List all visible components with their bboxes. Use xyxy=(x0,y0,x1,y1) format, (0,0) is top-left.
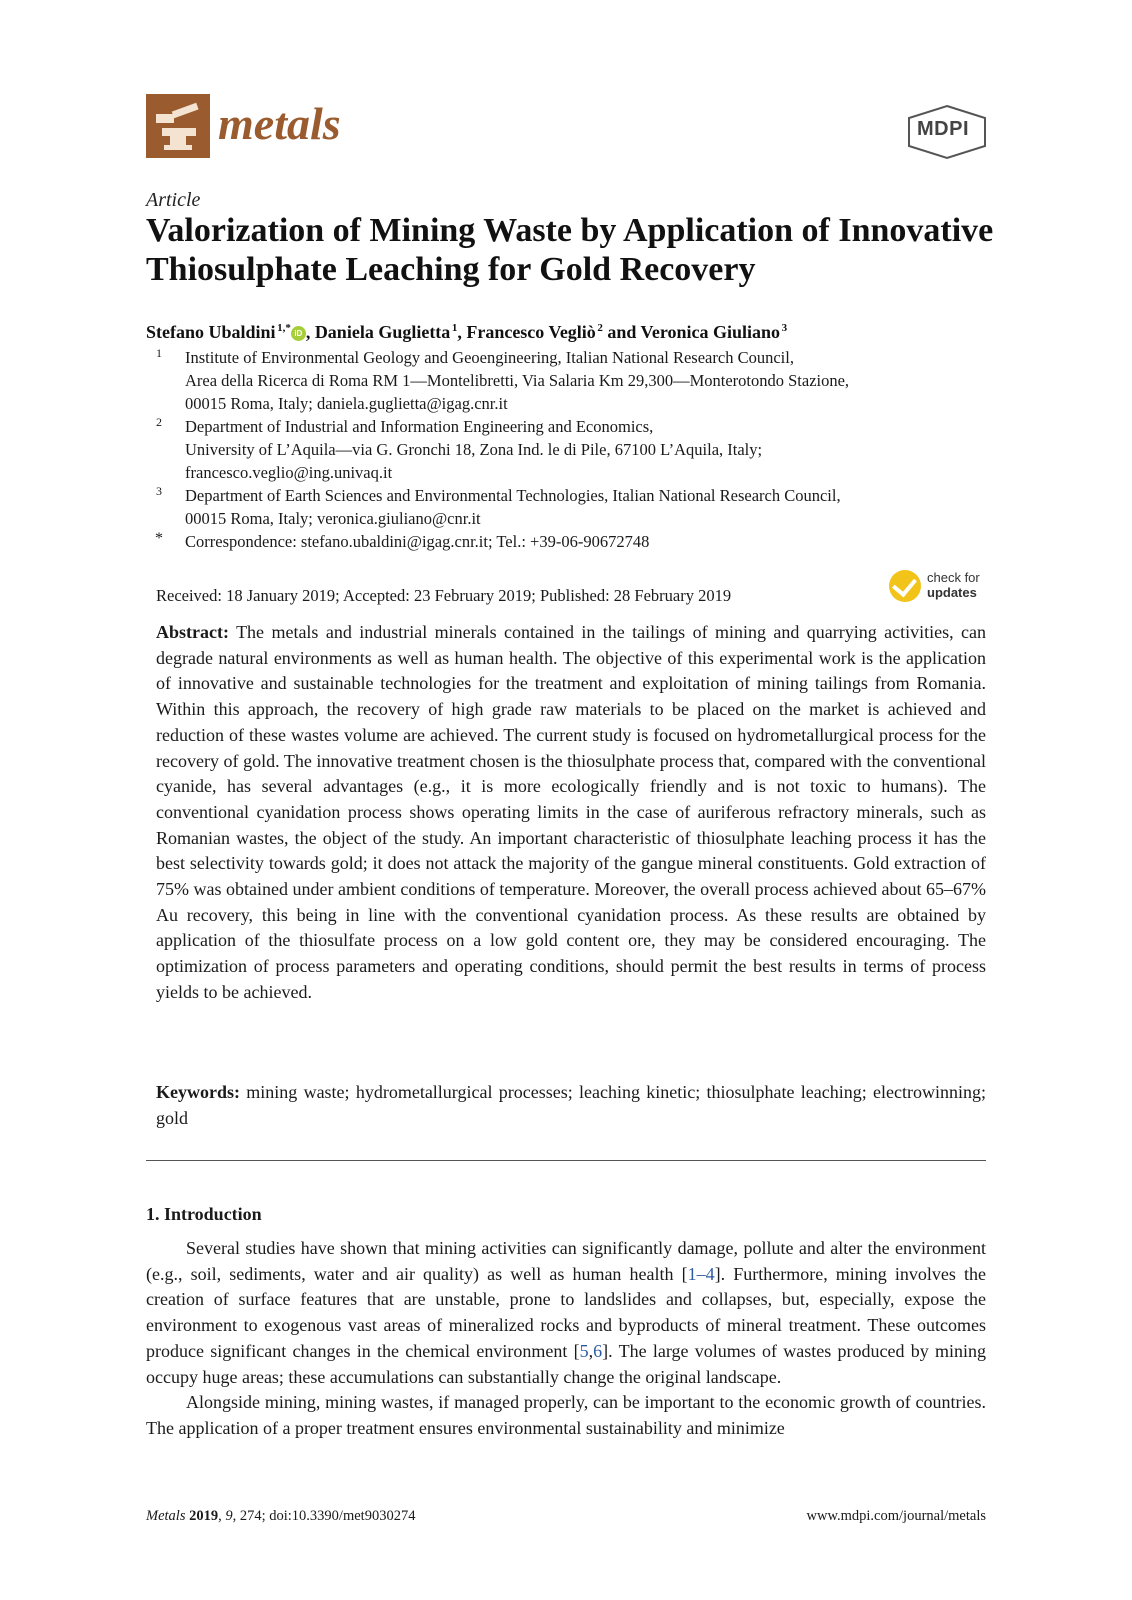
body-text xyxy=(146,1236,986,1442)
author-name: Stefano Ubaldini xyxy=(146,322,276,342)
author-name: Francesco Vegliò xyxy=(466,322,596,342)
journal-logo xyxy=(146,94,210,158)
citation-link[interactable]: 5 xyxy=(579,1340,589,1361)
abstract xyxy=(156,620,986,1006)
keywords xyxy=(156,1080,986,1131)
paragraph: Alongside mining, mining wastes, if managed properly, can be important to the economic growth of countries. The application of a proper treatment ensures environmental sustainability and minimize xyxy=(146,1392,986,1438)
correspondence-mark: * xyxy=(155,530,163,547)
citation-footer: Metals 2019, 9, 274; doi:10.3390/met9030274 xyxy=(146,1508,416,1524)
section-heading: 1. Introduction xyxy=(146,1204,262,1224)
affiliation-text: Department of Industrial and Information Engineering and Economics, University of L’Aquila—via G. Gronchi 18, Zona Ind. le di Pile, 67100 L’Aquila, Italy; francesco.veglio@ing.univaq.it xyxy=(185,417,763,482)
publication-dates: Received: 18 January 2019; Accepted: 23 February 2019; Published: 28 February 2019 xyxy=(156,586,732,605)
paragraph: Several studies have shown that mining activities can significantly damage, pollute and alter the environment (e.g., soil, sediments, water and air quality) as well as human health [1–4]. Furthermore, mining involves the creation of surface features that are unstable, prone to landslides and collapses, but, especially, expose the environment to exogenous vast areas of mineralized rocks and byproducts of mineral treatment. These outcomes produce significant changes in the chemical environment [5,6]. The large volumes of wastes produced by mining occupy huge areas; these accumulations can substantially change the original landscape. xyxy=(146,1238,986,1387)
footer-doi: , 274; doi:10.3390/met9030274 xyxy=(232,1508,416,1524)
checkmark-icon xyxy=(889,570,921,602)
affiliation-text: Institute of Environmental Geology and Geoengineering, Italian National Research Council, Area della Ricerca di Roma RM 1—Montelibretti, Via Salaria Km 29,300—Monterotondo Stazione, 00015 Roma, Italy; daniela.guglietta@igag.cnr.it xyxy=(185,348,850,413)
footer-year: 2019 xyxy=(189,1508,219,1524)
footer-volume: 9 xyxy=(225,1508,233,1524)
author-affiliation-mark: 1,* xyxy=(277,322,291,334)
section-divider xyxy=(146,1160,986,1161)
affiliation-mark: 2 xyxy=(156,415,162,429)
check-updates-line1: check for xyxy=(927,570,980,585)
correspondence-text: Correspondence: stefano.ubaldini@igag.cnr.it; Tel.: +39-06-90672748 xyxy=(185,532,650,551)
author-affiliation-mark: 1 xyxy=(451,322,458,334)
check-updates-line2: updates xyxy=(927,585,977,600)
abstract-label: Abstract: xyxy=(156,622,229,642)
keywords-label: Keywords: xyxy=(156,1082,240,1102)
journal-url-link[interactable]: www.mdpi.com/journal/metals xyxy=(806,1508,986,1524)
journal-name[interactable]: metals xyxy=(218,98,341,149)
check-for-updates-button[interactable] xyxy=(889,570,987,604)
orcid-icon[interactable]: iD xyxy=(291,326,306,341)
publisher-name: MDPI xyxy=(917,118,969,140)
author-name: Veronica Giuliano xyxy=(640,322,781,342)
keywords-text: mining waste; hydrometallurgical processes; leaching kinetic; thiosulphate leaching; electrowinning; gold xyxy=(156,1082,986,1128)
author-affiliation-mark: 3 xyxy=(781,322,788,334)
author-affiliation-mark: 2 xyxy=(597,322,603,334)
affiliation-mark: 1 xyxy=(156,346,162,360)
anvil-hammer-icon xyxy=(146,94,210,158)
citation-link[interactable]: 6 xyxy=(593,1340,603,1361)
author-list: Stefano Ubaldini $^{1,*}$ iD , Daniela Guglietta $^1$, Francesco Vegliò $^2$ and Veronica Giuliano $^3$ xyxy=(146,322,788,342)
affiliation-text: Department of Earth Sciences and Environmental Technologies, Italian National Research Council, 00015 Roma, Italy; veronica.giuliano@cnr.it xyxy=(185,486,841,528)
abstract-text: The metals and industrial minerals contained in the tailings of mining and quarrying activities, can degrade natural environments as well as human health. The objective of this experimental work is the application of innovative and sustainable technologies for the treatment and exploitation of mining tailings from Romania. Within this approach, the recovery of high grade raw materials to be placed on the market is achieved and reduction of these wastes volume are achieved. The current study is focused on hydrometallurgical process for the recovery of gold. The innovative treatment chosen is the thiosulphate process that, compared with the conventional cyanide, has several advantages (e.g., it is more ecologically friendly and is not toxic to humans). The conventional cyanidation process shows operating limits in the case of auriferous refractory minerals, such as Romanian wastes, the object of the study. An important characteristic of thiosulphate leaching process it has the best selectivity towards gold; it does not attack the majority of the gangue mineral constituents. Gold extraction of 75% was obtained under ambient conditions of temperature. Moreover, the overall process achieved about 65–67% Au recovery, this being in line with the conventional cyanidation process. As these results are obtained by application of the thiosulfate process on a low gold content ore, they may be considered encouraging. The optimization of process parameters and operating conditions, should permit the best results in terms of process yields to be achieved. xyxy=(156,622,987,1002)
affiliation-mark: 3 xyxy=(156,484,162,498)
author-name: Daniela Guglietta xyxy=(314,322,451,342)
citation-link[interactable]: 1–4 xyxy=(687,1263,715,1284)
footer-journal: Metals xyxy=(146,1508,186,1524)
article-title: Valorization of Mining Waste by Application of Innovative Thiosulphate Leaching for Gold Recovery xyxy=(146,212,994,288)
article-type: Article xyxy=(146,189,201,211)
